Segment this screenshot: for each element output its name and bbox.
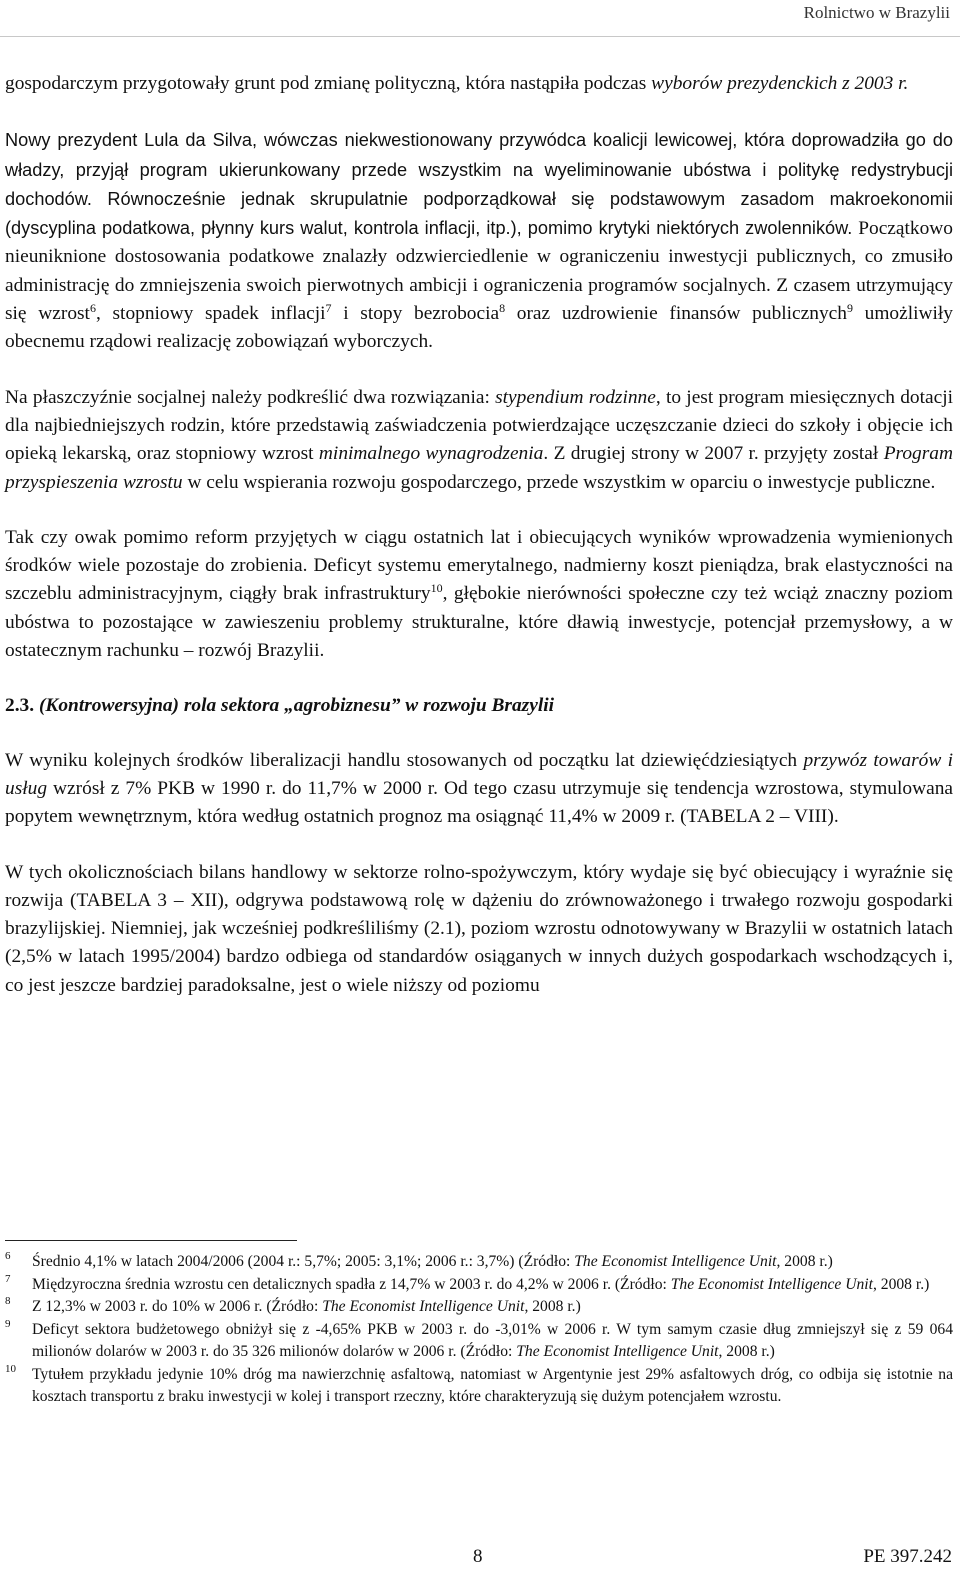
footnote-number: 9 — [5, 1317, 11, 1330]
footnote-6 — [5, 1251, 953, 1274]
page-header — [0, 0, 960, 37]
footnote-text: , 2008 r.) — [776, 1253, 833, 1270]
footnote-ref-10[interactable]: 10 — [430, 581, 443, 596]
footnote-ref-7[interactable]: 7 — [325, 300, 332, 315]
text: Na płaszczyźnie socjalnej należy podkreślić dwa rozwiązania: — [5, 386, 496, 408]
text: umożliwiły obecnemu rządowi realizację zobowiązań wyborczych. — [5, 303, 953, 353]
text: w celu wspierania rozwoju gospodarczego, przede wszystkim w oparciu o inwestycje publiczne. — [182, 471, 936, 493]
text: , stopniowy spadek inflacji — [95, 303, 326, 325]
text: Początkowo nieuniknione dostosowania podatkowe znalazły odzwierciedlenie w ograniczeniu inwestycji publicznych, co zmusiło administrację do zmniejszenia swoich pierwotnych ambicji i ograniczenia programów socjalnych. Z czasem utrzymujący się wzrost — [5, 218, 954, 325]
footnote-7 — [5, 1274, 953, 1297]
paragraph-continued — [5, 70, 953, 98]
footnote-text: Tytułem przykładu jedynie 10% dróg ma nawierzchnię asfaltową, natomiast w Argentynie jest 29% asfaltowych dróg, co odbija się istotnie na kosztach transportu z braku inwestycji w kolej i transport rzeczny, które charakteryzują się dużym potencjałem wzrostu. — [32, 1365, 953, 1405]
text: . Z drugiej strony w 2007 r. przyjęty został — [543, 443, 884, 465]
heading-text: w rozwoju Brazylii — [400, 695, 554, 717]
text: Równocześnie jednak skrupulatnie podporządkował się podstawowym zasadom makroekonomii (dyscyplina podatkowa, płynny kurs walut, kontrola inflacji, itp.), pomimo krytyki niektórych zwolenników. — [5, 188, 953, 239]
text: , głębokie nierówności społeczne czy też wciąż znaczny poziom ubóstwa to pozostające w zawieszeniu problemy strukturalne, które dławią inwestycje, potencjał przemysłowy, a w ostatecznym rachunku – rozwój Brazylii. — [5, 583, 953, 662]
heading-text: (Kontrowersyjna) rola sektora — [38, 695, 285, 717]
text: wzrósł z 7% PKB w 1990 r. do 11,7% w 2000 r. Od tego czasu utrzymuje się tendencja wzrostowa, stymulowana popytem wewnętrznym, która według ostatnich prognoz ma osiągnąć 11,4% w 2009 r. (TABELA 2 – VIII). — [5, 777, 953, 828]
running-title: Rolnictwo w Brazylii — [803, 3, 950, 22]
footnote-text: , 2008 r.) — [872, 1275, 930, 1293]
footnote-number: 6 — [5, 1250, 11, 1262]
section-number: 2.3. — [5, 695, 35, 717]
text: i stopy bezrobocia — [331, 303, 500, 325]
footnote-text: Z 12,3% w 2003 r. do 10% w 2006 r. (Źródło: — [32, 1298, 323, 1315]
footnote-text: , 2008 r.) — [718, 1343, 775, 1360]
text: , to jest program miesięcznych dotacji dla najbiedniejszych rodzin, które przedstawią zaświadczenia potwierdzające uczęszczanie dzieci do szkoły i objęcie ich opieką lekarską, oraz stopniowy wzrost — [5, 386, 953, 465]
text: gospodarczym przygotowały grunt pod zmianę polityczną, która nastąpiła podczas — [5, 73, 652, 94]
heading-text: „agrobiznesu” — [284, 695, 401, 717]
page-number: 8 — [473, 1546, 483, 1567]
footnote-text: , 2008 r.) — [524, 1298, 581, 1315]
paragraph-social — [5, 384, 953, 497]
text: Nowy prezydent Lula da Silva, wówczas niekwestionowany przywódca koalicji lewicowej, która doprowadziła go do władzy, przyjął program ukierunkowany przede wszystkim na wyeliminowanie ubóstwa i politykę redystrybucji dochodów. — [5, 130, 953, 209]
italic-text: minimalnego wynagrodzenia — [318, 443, 544, 465]
italic-text: stypendium rodzinne — [495, 386, 656, 408]
footnote-text: Deficyt sektora budżetowego obniżył się z -4,65% PKB w 2003 r. do -3,01% w 2006 r. W tym samym czasie dług zmniejszył się z 59 064 milionów dolarów w 2003 r. do 35 326 milionów dolarów w 2006 r. (Źródło: — [32, 1320, 953, 1360]
paragraph-imports — [5, 747, 953, 832]
paragraph-trade-balance — [5, 859, 953, 1000]
paragraph-reforms — [5, 524, 953, 665]
footnote-number: 7 — [5, 1272, 11, 1285]
footnote-italic: The Economist Intelligence Unit — [574, 1253, 777, 1270]
footnote-text: Międzyroczna średnia wzrostu cen detalicznych spadła z 14,7% w 2003 r. do 4,2% w 2006 r. (Źródło: — [32, 1275, 671, 1293]
italic-text: przywóz towarów i usług — [5, 749, 953, 799]
main-text — [5, 70, 953, 1000]
text: oraz uzdrowienie finansów publicznych — [505, 303, 847, 325]
italic-text: wyborów prezydenckich z 2003 r. — [651, 73, 909, 94]
footnote-text: Średnio 4,1% w latach 2004/2006 (2004 r.: 5,7%; 2005: 3,1%; 2006 r.: 3,7%) (Źródło: — [32, 1253, 575, 1270]
footnote-ref-9[interactable]: 9 — [846, 300, 853, 315]
footnote-9 — [5, 1319, 953, 1364]
footnote-ref-6[interactable]: 6 — [89, 300, 96, 315]
text: W tych okolicznościach bilans handlowy w sektorze rolno-spożywczym, który wydaje się być obiecujący i wyraźnie się rozwija (TABELA 3 – XII), odgrywa podstawową rolę w dążeniu do zrównoważonego i trwałego rozwoju gospodarki brazylijskiej. Niemniej, jak wcześniej podkreśliliśmy (2.1), poziom wzrostu odnotowywany w Brazylii w ostatnich latach (2,5% w latach 1995/2004) bardzo odbiega od standardów osiąganych w innych dużych gospodarkach wschodzących i, co jest jeszcze bardziej paradoksalne, jest o wiele niższy od poziomu — [5, 861, 953, 996]
footnote-separator — [5, 1240, 297, 1241]
document-reference: PE 397.242 — [863, 1546, 952, 1567]
footnote-italic: The Economist Intelligence Unit — [670, 1275, 873, 1293]
section-heading — [5, 692, 953, 720]
footnote-italic: The Economist Intelligence Unit — [322, 1298, 525, 1315]
italic-text: Program przyspieszenia wzrostu — [5, 443, 953, 493]
footnote-8 — [5, 1296, 953, 1319]
paragraph-lula — [5, 126, 953, 356]
footnote-number: 10 — [5, 1362, 16, 1375]
page-footer — [0, 1546, 960, 1574]
footnote-italic: The Economist Intelligence Unit — [516, 1343, 719, 1360]
text: Tak czy owak pomimo reform przyjętych w ciągu ostatnich lat i obiecujących wyników wprowadzenia wymienionych środków wiele pozostaje do zrobienia. Deficyt systemu emerytalnego, nadmierny koszt pieniądza, brak elastyczności na szczeblu administracyjnym, ciągły brak infrastruktury — [5, 526, 953, 605]
footnote-10 — [5, 1364, 953, 1409]
text: W wyniku kolejnych środków liberalizacji handlu stosowanych od początku lat dziewięćdziesiątych — [5, 749, 804, 771]
footnote-ref-8[interactable]: 8 — [499, 300, 506, 315]
footnote-number: 8 — [5, 1295, 11, 1307]
footnotes — [5, 1251, 953, 1409]
